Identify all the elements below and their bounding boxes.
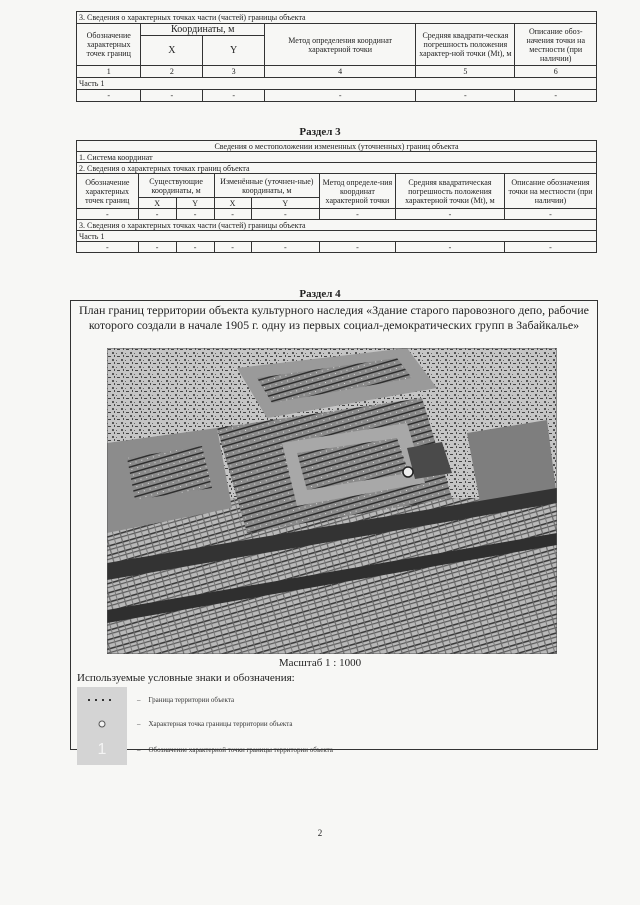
table-cell: -: [138, 209, 176, 220]
section3-row-coordinate-system: 1. Система координат: [77, 152, 597, 163]
header-y-changed: Y: [251, 198, 320, 209]
legend-item-boundary: – Граница территории объекта: [77, 687, 333, 713]
table-cell: -: [77, 209, 139, 220]
col-number-5: 5: [416, 66, 515, 78]
legend-item-point: – Характерная точка границы территории объекта: [77, 713, 333, 735]
table-cell: -: [395, 209, 504, 220]
table-cell: -: [176, 242, 214, 253]
table-cell: -: [77, 90, 141, 102]
characteristic-points-table-top: [76, 11, 597, 102]
table-cell: -: [504, 209, 596, 220]
legend-item-point-number: 1 – Обозначение характерной точки границы территории объекта: [77, 735, 333, 765]
header-accuracy: Средняя квадратическая погрешность положения характерной точки (Mt), м: [395, 174, 504, 209]
section3-table: [76, 140, 597, 253]
table-cell: -: [395, 242, 504, 253]
part-label: Часть 1: [77, 78, 597, 90]
table-cell: -: [504, 242, 596, 253]
section3-row-points: 2. Сведения о характерных точках границ объекта: [77, 163, 597, 174]
table-cell: -: [214, 242, 251, 253]
header-description: Описание обоз-начения точки на местности (при наличии): [515, 24, 597, 66]
col-number-2: 2: [141, 66, 203, 78]
section3-header: Сведения о местоположении измененных (уточненных) границ объекта: [77, 141, 597, 152]
col-number-4: 4: [265, 66, 416, 78]
table-cell: -: [320, 242, 396, 253]
col-number-6: 6: [515, 66, 597, 78]
legend-title: Используемые условные знаки и обозначения:: [77, 672, 295, 684]
table-cell: -: [77, 242, 139, 253]
table-cell: -: [320, 209, 396, 220]
plan-title: План границ территории объекта культурного наследия «Здание старого паровозного депо, рабочие которого создали в начале 1905 г. одну из первых социал-демократических групп в Забайкалье»: [79, 303, 589, 332]
section4-title: Раздел 4: [299, 288, 341, 300]
col-number-1: 1: [77, 66, 141, 78]
map-scale: Масштаб 1 : 1000: [278, 657, 362, 669]
header-coords: Координаты, м: [141, 24, 265, 36]
table-section-row: 3. Сведения о характерных точках части (частей) границы объекта: [77, 12, 597, 24]
point-marker-icon: [77, 713, 127, 735]
legend-label: Граница территории объекта: [148, 696, 235, 704]
legend-label: Обозначение характерной точки границы территории объекта: [148, 746, 333, 754]
table-cell: -: [416, 90, 515, 102]
header-accuracy: Средняя квадрати-ческая погрешность положения характер-ной точки (Mt), м: [416, 24, 515, 66]
part-label: Часть 1: [77, 231, 597, 242]
header-designation: Обозначение характерных точек границ: [77, 174, 139, 209]
header-method: Метод определе-ния координат характерной точки: [320, 174, 396, 209]
header-method: Метод определения координат характерной точки: [265, 24, 416, 66]
dotted-line-icon: [77, 687, 127, 713]
header-x: X: [141, 36, 203, 66]
table-cell: -: [515, 90, 597, 102]
header-designation: Обозначение характерных точек границ: [77, 24, 141, 66]
header-existing-coords: Существующие координаты, м: [138, 174, 214, 198]
col-number-3: 3: [203, 66, 265, 78]
table-cell: -: [251, 242, 320, 253]
page-number: 2: [317, 828, 323, 838]
header-y-existing: Y: [176, 198, 214, 209]
table-cell: -: [214, 209, 251, 220]
table-cell: -: [141, 90, 203, 102]
aerial-map-image: [107, 348, 557, 654]
legend: [77, 687, 333, 765]
header-x-existing: X: [138, 198, 176, 209]
header-description: Описание обозначения точки на местности (при наличии): [504, 174, 596, 209]
section3-title: Раздел 3: [299, 126, 341, 138]
header-y: Y: [203, 36, 265, 66]
point-number-icon: 1: [77, 735, 127, 765]
table-cell: -: [138, 242, 176, 253]
section3-row-part-points: 3. Сведения о характерных точках части (частей) границы объекта: [77, 220, 597, 231]
table-cell: -: [176, 209, 214, 220]
table-cell: -: [251, 209, 320, 220]
header-x-changed: X: [214, 198, 251, 209]
legend-label: Характерная точка границы территории объекта: [148, 720, 293, 728]
table-cell: -: [203, 90, 265, 102]
header-changed-coords: Изменённые (уточнен-ные) координаты, м: [214, 174, 319, 198]
table-cell: -: [265, 90, 416, 102]
